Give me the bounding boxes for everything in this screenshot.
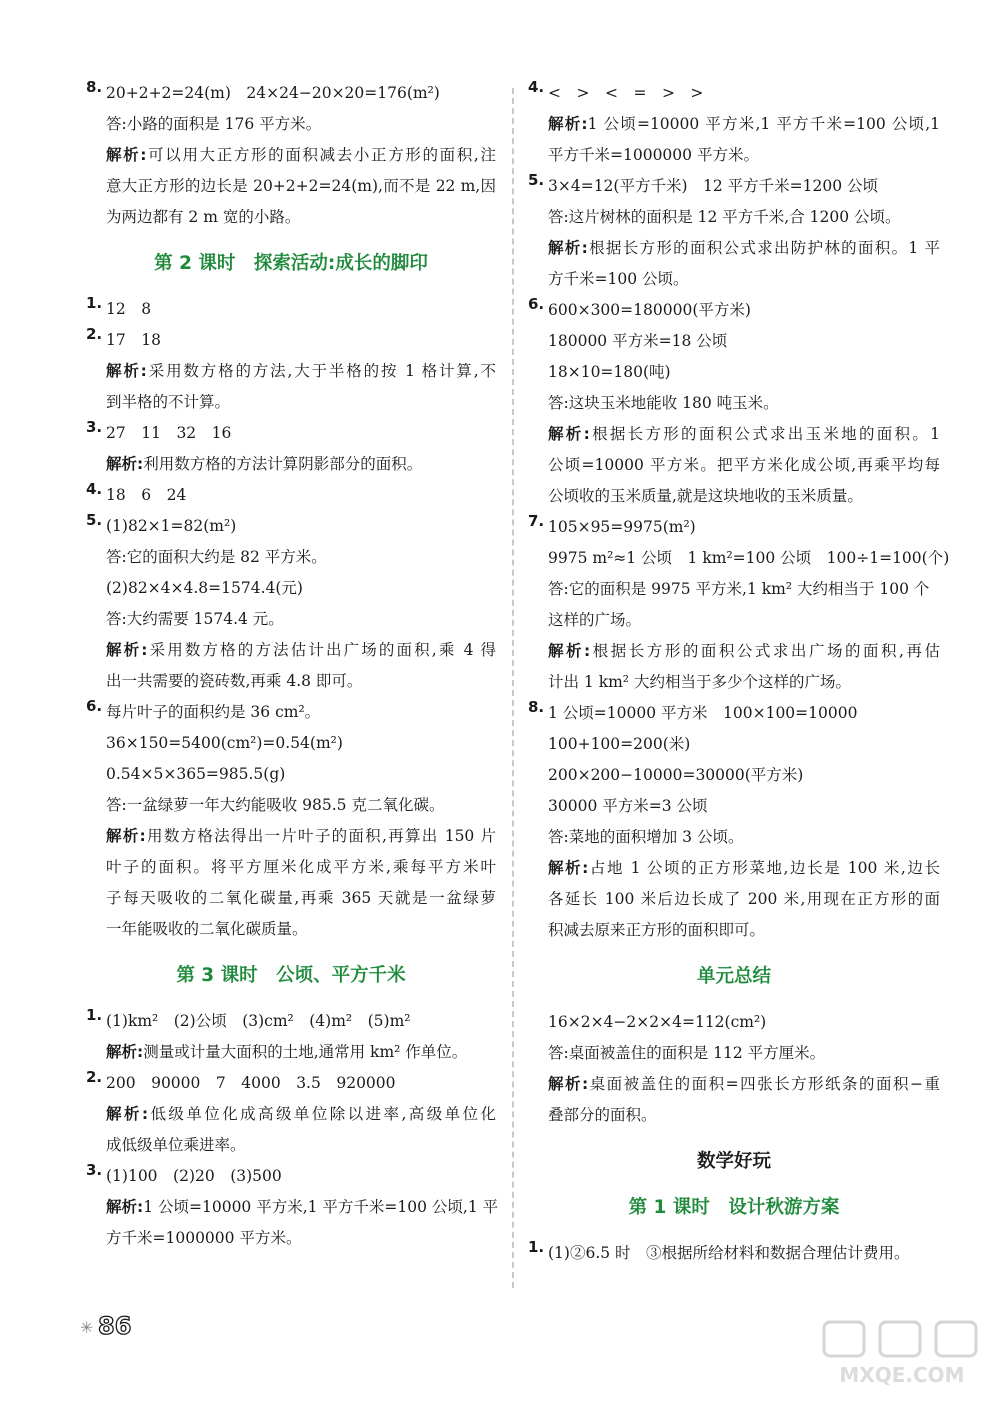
question-number: 5. xyxy=(528,171,545,189)
explanation-label: 解析: xyxy=(548,1075,589,1093)
watermark-logo xyxy=(818,1318,986,1388)
answer-line: 3×4=12(平方千米) 12 平方千米=1200 公顷 xyxy=(548,177,879,195)
question-2 xyxy=(86,1068,496,1099)
answer-line: 18 6 24 xyxy=(106,486,187,504)
left-column xyxy=(86,78,499,1254)
answer-line: 答:它的面积是 9975 平方米,1 km² 大约相当于 100 个 xyxy=(548,580,930,598)
answer-line: 答:一盆绿萝一年大约能吸收 985.5 克二氧化碳。 xyxy=(106,796,445,814)
explanation-text: 采用数方格的方法估计出广场的面积,乘 4 得 xyxy=(147,641,496,659)
section-title-fun-lesson-1: 第 1 课时 设计秋游方案 xyxy=(628,1197,840,1218)
question-number: 1. xyxy=(86,294,103,312)
question-8 xyxy=(528,698,940,853)
question-1 xyxy=(528,1238,940,1269)
right-column xyxy=(528,78,950,1269)
explanation xyxy=(86,140,496,233)
question-number: 1. xyxy=(528,1238,545,1256)
explanation-text: 低级单位化成高级单位除以进率,高级单位化 xyxy=(148,1105,496,1123)
question-4 xyxy=(528,78,940,109)
star-icon: ✳ xyxy=(80,1318,94,1337)
explanation-label: 解析: xyxy=(106,455,144,473)
question-number: 3. xyxy=(86,418,103,436)
answer-line: (1)km² (2)公顷 (3)cm² (4)m² (5)m² xyxy=(106,1012,411,1030)
section-title-math-fun: 数学好玩 xyxy=(696,1151,771,1172)
explanation xyxy=(528,109,940,171)
answer-line: 1 公顷=10000 平方米 100×100=10000 xyxy=(548,704,858,722)
explanation-text: 用数方格法得出一片叶子的面积,再算出 150 片 xyxy=(145,827,496,845)
explanation-label: 解析: xyxy=(548,239,588,257)
explanation-text: 方千米=100 公顷。 xyxy=(548,270,689,288)
question-2 xyxy=(86,325,496,356)
section-title-lesson-3: 第 3 课时 公顷、平方千米 xyxy=(176,965,406,986)
watermark-text: MXQE.COM xyxy=(839,1363,965,1387)
summary-answer xyxy=(528,1007,940,1069)
question-1 xyxy=(86,1006,496,1068)
answer-line: 16×2×4−2×2×4=112(cm²) xyxy=(548,1013,767,1031)
section-title-unit-summary: 单元总结 xyxy=(696,966,771,987)
answer-line: 每片叶子的面积约是 36 cm²。 xyxy=(106,703,321,721)
explanation-label: 解析: xyxy=(106,1198,144,1216)
explanation-text: 积减去原来正方形的面积即可。 xyxy=(548,921,766,939)
answer-line: (2)82×4×4.8=1574.4(元) xyxy=(106,579,303,597)
question-number: 8. xyxy=(86,78,103,96)
answer-line: 9975 m²≈1 公顷 1 km²=100 公顷 100÷1=100(个) xyxy=(548,549,950,567)
explanation-label: 解析: xyxy=(106,827,146,845)
explanation xyxy=(528,419,940,512)
explanation-text: 根据长方形的面积公式求出广场的面积,再估 xyxy=(590,642,940,660)
explanation-text: 计出 1 km² 大约相当于多少个这样的广场。 xyxy=(548,673,851,691)
explanation-text: 公顷=10000 平方米。把平方米化成公顷,再乘平均每 xyxy=(548,456,940,474)
explanation-text: 可以用大正方形的面积减去小正方形的面积,注 xyxy=(146,146,496,164)
explanation-text: 平方千米=1000000 平方米。 xyxy=(548,146,759,164)
answer-line: < > < = > > xyxy=(548,84,704,102)
question-5 xyxy=(528,171,940,233)
question-number: 1. xyxy=(86,1006,103,1024)
answer-line: 36×150=5400(cm²)=0.54(m²) xyxy=(106,734,343,752)
question-5 xyxy=(86,511,496,635)
explanation-text: 1 公顷=10000 平方米,1 平方千米=100 公顷,1 xyxy=(587,115,941,133)
explanation-label: 解析: xyxy=(106,146,147,164)
column-divider xyxy=(512,88,514,1288)
answer-line: 200 90000 7 4000 3.5 920000 xyxy=(106,1074,396,1092)
answer-line: (1)②6.5 时 ③根据所给材料和数据合理估计费用。 xyxy=(548,1244,910,1262)
explanation-label: 解析: xyxy=(106,362,147,380)
explanation-label: 解析: xyxy=(548,642,591,660)
explanation xyxy=(528,1069,940,1131)
answer-line: 答:这片树林的面积是 12 平方千米,合 1200 公顷。 xyxy=(548,208,901,226)
explanation-text: 一年能吸收的二氧化碳质量。 xyxy=(106,920,308,938)
explanation-text: 成低级单位乘进率。 xyxy=(106,1136,246,1154)
explanation-label: 解析: xyxy=(548,859,589,877)
explanation-text: 1 公顷=10000 平方米,1 平方千米=100 公顷,1 平 xyxy=(143,1198,499,1216)
explanation-text: 利用数方格的方法计算阴影部分的面积。 xyxy=(143,455,423,473)
explanation-text: 为两边都有 2 m 宽的小路。 xyxy=(106,208,301,226)
explanation-text: 各延长 100 米后边长成了 200 米,用现在正方形的面 xyxy=(548,890,940,908)
explanation-text: 出一共需要的瓷砖数,再乘 4.8 即可。 xyxy=(106,672,363,690)
question-number: 8. xyxy=(528,698,545,716)
question-4 xyxy=(86,480,496,511)
answer-line: 180000 平方米=18 公顷 xyxy=(548,332,728,350)
question-6 xyxy=(528,295,940,419)
answer-line: 0.54×5×365=985.5(g) xyxy=(106,765,286,783)
question-number: 2. xyxy=(86,1068,103,1086)
explanation xyxy=(86,1192,499,1254)
answer-line: 答:小路的面积是 176 平方米。 xyxy=(106,115,322,133)
question-number: 4. xyxy=(528,78,545,96)
explanation-text: 叶子的面积。将平方厘米化成平方米,乘每平方米叶 xyxy=(106,858,496,876)
question-number: 7. xyxy=(528,512,545,530)
answer-line: 200×200−10000=30000(平方米) xyxy=(548,766,804,784)
explanation-text: 测量或计量大面积的土地,通常用 km² 作单位。 xyxy=(143,1043,468,1061)
answer-line: 答:这块玉米地能收 180 吨玉米。 xyxy=(548,394,779,412)
answer-line: 答:桌面被盖住的面积是 112 平方厘米。 xyxy=(548,1044,826,1062)
question-number: 6. xyxy=(86,697,103,715)
explanation-text: 子每天吸收的二氧化碳量,再乘 365 天就是一盆绿萝 xyxy=(106,889,496,907)
section-title-lesson-2: 第 2 课时 探索活动:成长的脚印 xyxy=(154,253,428,274)
explanation xyxy=(86,1099,496,1161)
answer-line: (1)100 (2)20 (3)500 xyxy=(106,1167,282,1185)
answer-line: 答:它的面积大约是 82 平方米。 xyxy=(106,548,327,566)
question-3 xyxy=(86,418,496,480)
answer-line: 这样的广场。 xyxy=(548,611,642,629)
explanation-text: 根据长方形的面积公式求出玉米地的面积。1 xyxy=(589,425,940,443)
question-7 xyxy=(528,512,950,636)
explanation-text: 根据长方形的面积公式求出防护林的面积。1 平 xyxy=(587,239,940,257)
question-number: 3. xyxy=(86,1161,103,1179)
explanation xyxy=(86,821,496,945)
answer-line: 答:大约需要 1574.4 元。 xyxy=(106,610,284,628)
answer-line: 20+2+2=24(m) 24×24−20×20=176(m²) xyxy=(106,84,440,102)
explanation-label: 解析: xyxy=(548,425,590,443)
explanation xyxy=(86,356,496,418)
answer-line: 600×300=180000(平方米) xyxy=(548,301,751,319)
question-3 xyxy=(86,1161,496,1192)
question-number: 2. xyxy=(86,325,103,343)
answer-line: 17 18 xyxy=(106,331,161,349)
explanation-text: 叠部分的面积。 xyxy=(548,1106,657,1124)
explanation-label: 解析: xyxy=(548,115,588,133)
page-number: 86 xyxy=(98,1312,132,1340)
explanation-text: 占地 1 公顷的正方形菜地,边长是 100 米,边长 xyxy=(588,859,941,877)
answer-line: 答:菜地的面积增加 3 公顷。 xyxy=(548,828,744,846)
explanation-text: 方千米=1000000 平方米。 xyxy=(106,1229,302,1247)
explanation-text: 采用数方格的方法,大于半格的按 1 格计算,不 xyxy=(146,362,496,380)
explanation-text: 到半格的不计算。 xyxy=(106,393,231,411)
explanation xyxy=(86,635,496,697)
question-8 xyxy=(86,78,496,140)
answer-line: (1)82×1=82(m²) xyxy=(106,517,237,535)
answer-line: 30000 平方米=3 公顷 xyxy=(548,797,708,815)
answer-line: 18×10=180(吨) xyxy=(548,363,671,381)
question-number: 4. xyxy=(86,480,103,498)
explanation xyxy=(528,636,940,698)
question-number: 5. xyxy=(86,511,103,529)
explanation-text: 意大正方形的边长是 20+2+2=24(m),而不是 22 m,因 xyxy=(106,177,496,195)
answer-line: 12 8 xyxy=(106,300,152,318)
answer-line: 105×95=9975(m²) xyxy=(548,518,696,536)
explanation-text: 公顷收的玉米质量,就是这块地收的玉米质量。 xyxy=(548,487,863,505)
question-6 xyxy=(86,697,496,821)
explanation-label: 解析: xyxy=(106,1043,144,1061)
answer-line: 100+100=200(米) xyxy=(548,735,691,753)
question-1 xyxy=(86,294,496,325)
question-number: 6. xyxy=(528,295,545,313)
explanation-text: 桌面被盖住的面积=四张长方形纸条的面积−重 xyxy=(588,1075,940,1093)
answer-line: 27 11 32 16 xyxy=(106,424,232,442)
explanation xyxy=(528,853,940,946)
explanation-label: 解析: xyxy=(106,641,148,659)
explanation xyxy=(528,233,940,295)
explanation-label: 解析: xyxy=(106,1105,149,1123)
